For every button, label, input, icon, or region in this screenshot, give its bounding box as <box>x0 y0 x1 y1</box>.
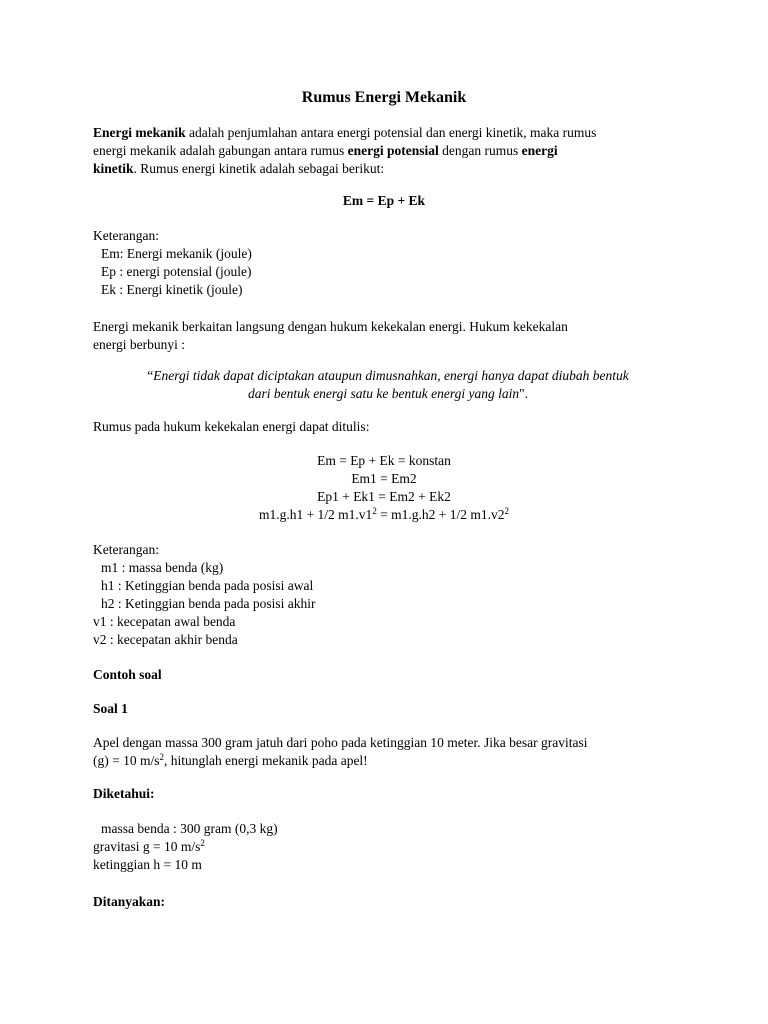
keterangan-list-1 <box>93 227 683 299</box>
diketahui-list <box>93 820 683 874</box>
list-item: Em: Energi mekanik (joule) <box>101 246 252 261</box>
list-item: massa benda : 300 gram (0,3 kg) <box>101 821 278 836</box>
soal-heading: Soal 1 <box>93 701 128 716</box>
soal-text: Apel dengan massa 300 gram jatuh dari poho pada ketinggian 10 meter. Jika besar gravitasi (g) = 10 $m/s^2$, hitunglah energi mekanik pada apel! <box>93 735 588 768</box>
formula-line: Em = Ep + Ek = konstan <box>317 453 451 468</box>
formula-line: Em1 = Em2 <box>351 471 417 486</box>
paragraph-kekekalan: Energi mekanik berkaitan langsung dengan hukum kekekalan energi. Hukum kekekalan energi berbunyi : <box>93 319 568 352</box>
formula-line: m1.g.h1 + 1/2 $m1.v1^2 = m1.g.h2 + 1/2$ $m1.v2^2$ <box>258 506 510 522</box>
law-quote: “Energi tidak dapat diciptakan ataupun dimusnahkan, energi hanya dapat diubah bentuk dari bentuk energi satu ke bentuk energi yang lain". <box>147 368 629 401</box>
list-item: m1 : massa benda (kg) <box>101 560 224 575</box>
paragraph-rumus: Rumus pada hukum kekekalan energi dapat ditulis: <box>93 419 370 434</box>
keterangan-heading: Keterangan: <box>93 542 159 557</box>
intro-paragraph: Energi mekanik adalah penjumlahan antara energi potensial dan energi kinetik, maka rumus energi mekanik adalah gabungan antara rumus energi potensial dengan rumus energi kinetik. Rumus energi kinetik adalah sebagai berikut: <box>93 125 597 176</box>
page-title: Rumus Energi Mekanik <box>301 89 467 106</box>
list-item: Ep : energi potensial (joule) <box>101 264 252 279</box>
list-item: h1 : Ketinggian benda pada posisi awal <box>101 578 314 593</box>
ditanyakan-heading: Ditanyakan: <box>93 894 166 909</box>
diketahui-heading: Diketahui: <box>93 786 155 801</box>
section-heading-contoh: Contoh soal <box>93 667 162 682</box>
keterangan-heading: Keterangan: <box>93 228 159 243</box>
main-formula: Em = Ep + Ek <box>342 193 426 208</box>
keterangan-list-2 <box>93 541 683 649</box>
list-item: Ek : Energi kinetik (joule) <box>101 282 243 297</box>
list-item: v2 : kecepatan akhir benda <box>93 632 238 647</box>
formula-line: Ep1 + Ek1 = Em2 + Ek2 <box>317 489 451 504</box>
list-item: v1 : kecepatan awal benda <box>93 614 236 629</box>
conservation-formulas <box>0 452 768 524</box>
list-item: h2 : Ketinggian benda pada posisi akhir <box>101 596 316 611</box>
intro-term: Energi mekanik <box>93 125 186 140</box>
list-item: ketinggian h = 10 m <box>93 857 202 872</box>
list-item: gravitasi g = 10 $m/s^2$ <box>93 838 205 854</box>
